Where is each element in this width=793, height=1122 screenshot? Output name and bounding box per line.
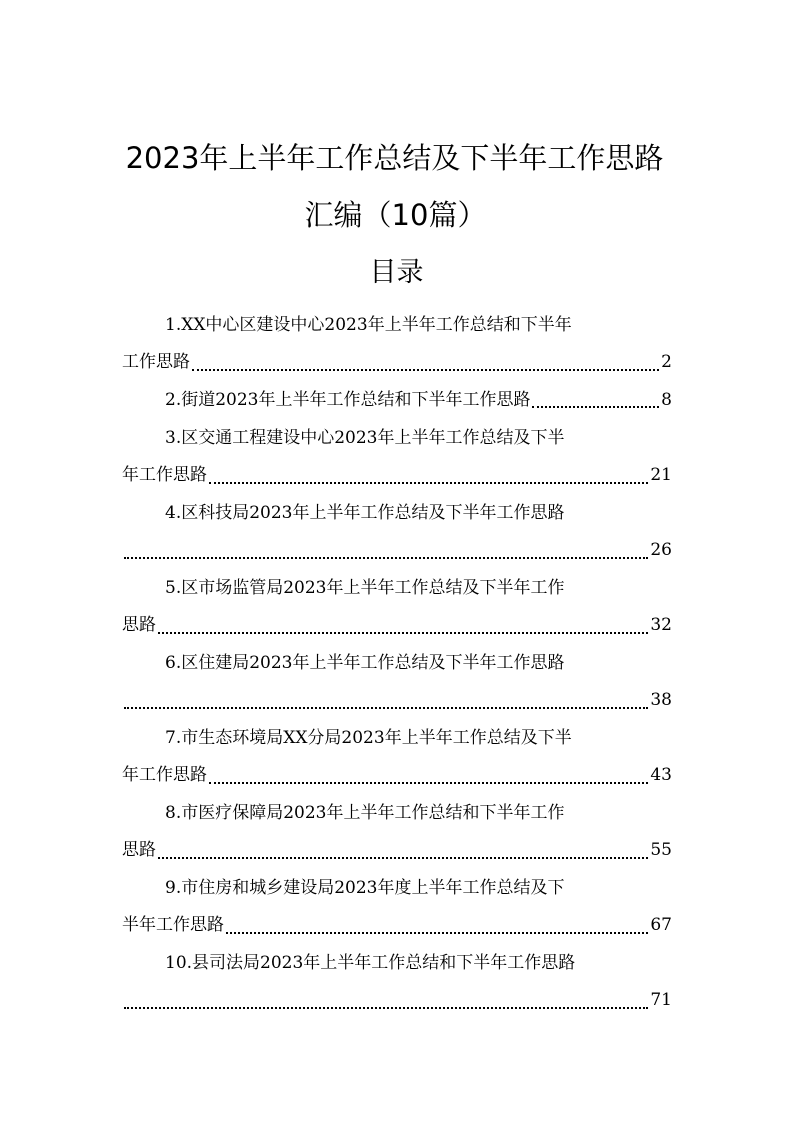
toc-entry-title-cont: 思路 <box>122 615 156 635</box>
table-of-contents <box>122 306 672 1019</box>
toc-entry-continuation <box>122 757 672 794</box>
toc-page-number: 38 <box>650 690 672 710</box>
toc-entry-title: 4.区科技局2023年上半年工作总结及下半年工作思路 <box>165 503 565 523</box>
document-title-line2: 汇编（10篇） <box>304 198 487 232</box>
toc-entry-title: 3.区交通工程建设中心2023年上半年工作总结及下半 <box>165 428 565 448</box>
toc-entry-continuation <box>122 607 672 644</box>
toc-entry-continuation <box>122 344 672 381</box>
toc-entry-continuation <box>122 982 672 1019</box>
toc-page-number: 55 <box>650 840 672 860</box>
toc-entry-continuation <box>122 907 672 944</box>
toc-entry-title: 10.县司法局2023年上半年工作总结和下半年工作思路 <box>165 953 576 973</box>
toc-page-number: 67 <box>650 915 672 935</box>
toc-page-number: 71 <box>650 990 672 1010</box>
toc-entry-9[interactable] <box>122 869 672 944</box>
dot-leader <box>122 532 650 569</box>
toc-entry-title-cont: 年工作思路 <box>122 465 207 485</box>
dot-leader <box>224 907 650 944</box>
toc-entry-6[interactable] <box>122 644 672 719</box>
dot-leader <box>530 381 661 419</box>
dot-leader <box>156 832 650 869</box>
toc-page-number: 8 <box>661 390 672 410</box>
dot-leader <box>122 682 650 719</box>
toc-entry-8[interactable] <box>122 794 672 869</box>
toc-entry-2[interactable] <box>122 381 672 419</box>
toc-entry-4[interactable] <box>122 494 672 569</box>
dot-leader <box>207 757 650 794</box>
dot-leader <box>122 982 650 1019</box>
toc-entry-continuation <box>122 832 672 869</box>
toc-page-number: 32 <box>650 615 672 635</box>
dot-leader <box>190 344 661 381</box>
toc-entry-1[interactable] <box>122 306 672 381</box>
toc-page-number: 2 <box>661 352 672 372</box>
toc-entry-continuation <box>122 532 672 569</box>
dot-leader <box>207 457 650 494</box>
toc-entry-continuation <box>122 682 672 719</box>
toc-entry-title-cont: 年工作思路 <box>122 765 207 785</box>
toc-entry-title: 2.街道2023年上半年工作总结和下半年工作思路 <box>165 390 531 410</box>
document-title-line1: 2023年上半年工作总结及下半年工作思路 <box>125 141 664 175</box>
toc-entry-5[interactable] <box>122 569 672 644</box>
toc-entry-3[interactable] <box>122 419 672 494</box>
toc-entry-title: 1.XX中心区建设中心2023年上半年工作总结和下半年 <box>165 315 572 335</box>
toc-entry-title-cont: 思路 <box>122 840 156 860</box>
toc-heading: 目录 <box>369 257 424 288</box>
toc-entry-continuation <box>122 457 672 494</box>
toc-entry-title: 6.区住建局2023年上半年工作总结及下半年工作思路 <box>165 653 565 673</box>
toc-entry-title: 5.区市场监管局2023年上半年工作总结及下半年工作 <box>165 578 565 598</box>
toc-entry-10[interactable] <box>122 944 672 1019</box>
toc-entry-row <box>122 381 672 419</box>
toc-entry-title: 9.市住房和城乡建设局2023年度上半年工作总结及下 <box>165 878 565 898</box>
toc-page-number: 43 <box>650 765 672 785</box>
toc-page-number: 26 <box>650 540 672 560</box>
toc-entry-title-cont: 工作思路 <box>122 352 190 372</box>
toc-entry-7[interactable] <box>122 719 672 794</box>
dot-leader <box>156 607 650 644</box>
toc-entry-title-cont: 半年工作思路 <box>122 915 224 935</box>
toc-entry-title: 8.市医疗保障局2023年上半年工作总结和下半年工作 <box>165 803 565 823</box>
toc-entry-title: 7.市生态环境局XX分局2023年上半年工作总结及下半 <box>165 728 572 748</box>
toc-page-number: 21 <box>650 465 672 485</box>
